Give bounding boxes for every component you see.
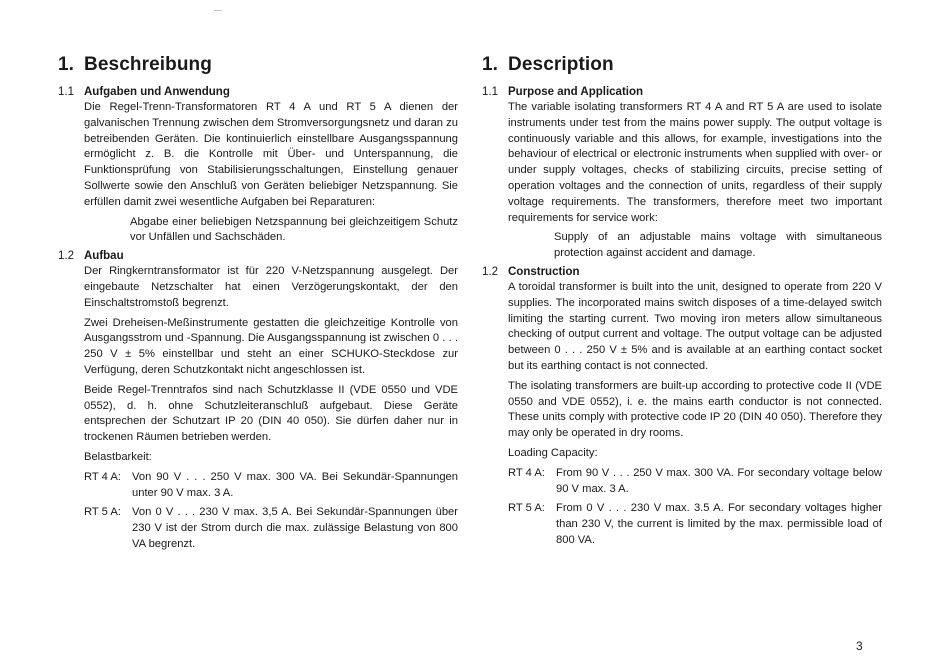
- english-title: [482, 54, 882, 76]
- section-number: 1.2: [482, 265, 498, 278]
- paragraph: The isolating transformers are built-up according to protective code II (VDE 0550 and VDE 0552), i. e. the mains earth conductor is not connected. These units comply with protective code IP 20 (DIN 40 050). Therefore they may only be operated in dry rooms.: [508, 379, 882, 440]
- paragraph: A toroidal transformer is built into the unit, designed to operate from 220 V supplies. The incorporated mains switch disposes of a time-delayed switch limiting the starting current. Two moving iron meters allow simultaneous checking of output current and voltage. The output voltage can be adjusted between 0 . . . 250 V ± 5% and is available at an earthing contact socket but its earthing contact is not connected.: [508, 280, 882, 372]
- german-section-1-1: [58, 86, 458, 246]
- section-number: 1.1: [482, 86, 498, 98]
- german-title: [58, 54, 458, 76]
- section-number: 1.2: [58, 250, 74, 263]
- indented-paragraph: Supply of an adjustable mains voltage with simultaneous protection against accident and damage.: [554, 231, 882, 260]
- load-label: Loading Capacity:: [508, 446, 598, 459]
- section-heading: Purpose and Application: [508, 86, 644, 98]
- section-heading: Aufbau: [84, 250, 124, 263]
- rating-label: RT 4 A:: [84, 470, 121, 483]
- rating-label: RT 5 A:: [508, 502, 545, 515]
- paragraph: Die Regel-Trenn-Transformatoren RT 4 A und RT 5 A dienen der galvanischen Trennung zwischen dem Stromversorgungsnetz und daran zu betreibenden Geräten. Die kontinuierlich einstellbare Ausgangsspannung ermöglicht z. B. die Kontrolle mit Über- und Unterspannung, die Funktionsprüfung von Stabilisierungsschaltungen, Einstellung genauer Sollwerte sowie den Anschluß von Geräten beliebiger Netzspannung. Sie erfüllen damit zwei wesentliche Aufgaben bei Reparaturen:: [84, 101, 458, 208]
- german-section-1-2-heading: [58, 250, 458, 262]
- scan-mark: [214, 10, 222, 11]
- english-section-1-1: [482, 86, 882, 262]
- rating-label: RT 5 A:: [84, 506, 121, 519]
- rating-label: RT 4 A:: [508, 466, 545, 479]
- paragraph: The variable isolating transformers RT 4 A and RT 5 A are used to isolate instruments under test from the mains power supply. The output voltage is continuously variable and this allows, for example, investigations into the behaviour of electrical or electronic instruments when supplied with over- or under supply voltages, checks of stabilizing circuits, precise setting of operation voltages and the connection of units, regardless of their supply voltage requirements. The transformers, therefore meet two important requirements for service work:: [508, 101, 882, 224]
- german-section-1-1-heading: [58, 86, 458, 98]
- german-section-1-2: [58, 250, 458, 553]
- english-section-1-2: [482, 266, 882, 549]
- load-label: Belastbarkeit:: [84, 450, 152, 463]
- rating-text: Von 0 V . . . 230 V max. 3,5 A. Bei Sekundär-Spannungen über 230 V ist der Strom durch die max. zulässige Belastung von 800 VA begrenzt.: [132, 506, 458, 550]
- paragraph: Der Ringkerntransformator ist für 220 V-Netzspannung ausgelegt. Der eingebaute Netzschalter hat einen Verzögerungskontakt, der den Einschaltstromstoß begrenzt.: [84, 265, 458, 309]
- english-title-text: Description: [508, 54, 614, 75]
- rating-text: From 0 V . . . 230 V max. 3.5 A. For secondary voltages higher than 230 V, the current is limited by the max. permissible load of 800 VA.: [556, 502, 882, 546]
- german-title-number: 1.: [58, 54, 75, 75]
- page-number: 3: [856, 639, 863, 653]
- rating-text: Von 90 V . . . 250 V max. 300 VA. Bei Sekundär-Spannungen unter 90 V max. 3 A.: [132, 470, 458, 499]
- english-title-number: 1.: [482, 54, 499, 75]
- rating-rt5a: [84, 505, 458, 552]
- rating-rt4a: [508, 466, 882, 498]
- paragraph: Zwei Dreheisen-Meßinstrumente gestatten die gleichzeitige Kontrolle von Ausgangsstrom und -Spannung. Die Ausgangsspannung ist zwischen 0 . . . 250 V ± 5% einstellbar und steht an einer SCHUKO-Steckdose zur Verfügung, deren Schutzkontakt nicht angeschlossen ist.: [84, 316, 458, 376]
- section-heading: Construction: [508, 265, 580, 278]
- rating-text: From 90 V . . . 250 V max. 300 VA. For secondary voltage below 90 V max. 3 A.: [556, 466, 882, 495]
- section-heading: Aufgaben und Anwendung: [84, 86, 230, 98]
- german-title-text: Beschreibung: [84, 54, 212, 75]
- indented-paragraph: Abgabe einer beliebigen Netzspannung bei gleichzeitigem Schutz vor Unfällen und Sachschäden.: [130, 215, 458, 244]
- english-column: [482, 54, 882, 553]
- german-column: [58, 54, 458, 557]
- english-section-1-2-heading: [482, 266, 882, 278]
- rating-rt5a: [508, 501, 882, 548]
- section-number: 1.1: [58, 86, 74, 98]
- paragraph: Beide Regel-Trenntrafos sind nach Schutzklasse II (VDE 0550 und VDE 0552), d. h. ohne Schutzleiteranschluß aufgebaut. Diese Geräte entsprechen der Schutzart IP 20 (DIN 40 050). Sie dürfen daher nur in trockenen Räumen betrieben werden.: [84, 383, 458, 444]
- english-section-1-1-heading: [482, 86, 882, 98]
- rating-rt4a: [84, 470, 458, 502]
